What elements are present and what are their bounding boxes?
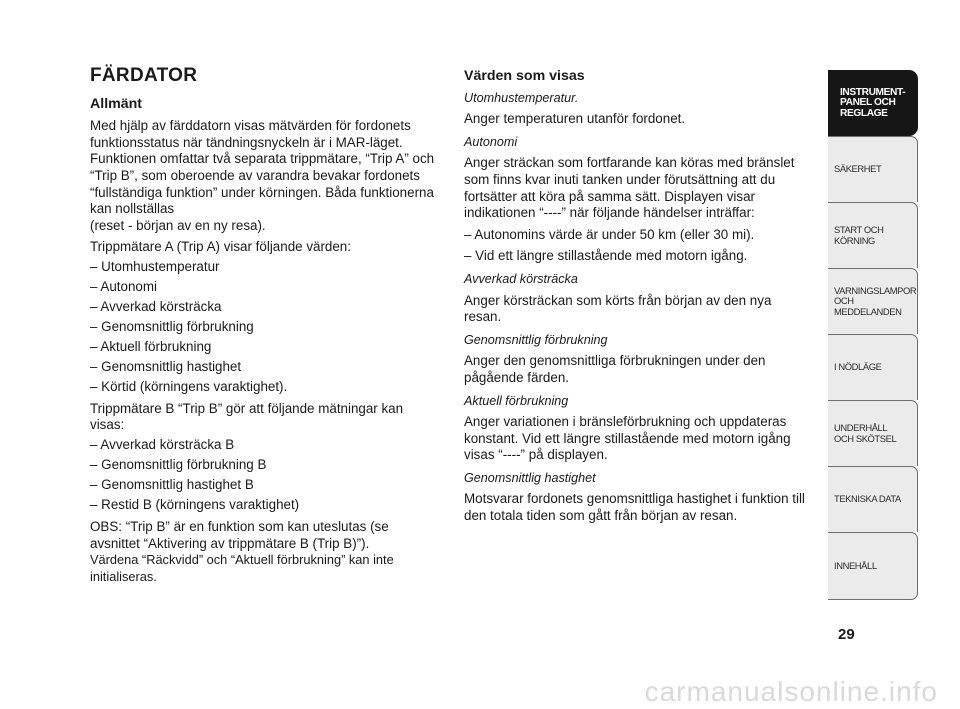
list-item: – Körtid (körningens varaktighet). (90, 379, 288, 395)
tab-starting-driving[interactable] (828, 202, 918, 268)
obs-text: OBS: “Trip B” är en funktion som kan uteslutas (se avsnittet “Aktivering av trippmätare B (Trip B)”). (90, 518, 389, 551)
note-text: Värdena “Räckvidd” och “Aktuell förbrukning” kan inte initialiseras. (90, 552, 394, 584)
tab-instrument-panel[interactable] (828, 70, 918, 136)
list-item: – Utomhustemperatur (90, 259, 220, 275)
tab-label: TEKNISKA DATA (834, 493, 901, 505)
tab-warning-lights[interactable] (828, 268, 918, 334)
tab-label: INNEHÅLL (834, 559, 877, 571)
tab-safety[interactable] (828, 136, 918, 202)
intro-text: Med hjälp av färddatorn visas mätvärden för fordonets funktionsstatus när tändningsnyckeln är i MAR-läget. Funktionen omfattar två separata trippmätare, “Trip A” och “Trip B”, som oberoende av varandra bevakar fordonets “fullständiga funktion” under körningen. Båda funktionerna kan nollställas (90, 118, 435, 217)
paragraph: Anger den genomsnittliga förbrukningen under den pågående färden. (464, 353, 766, 385)
subheading-avg-consumption: Genomsnittlig förbrukning (464, 332, 608, 347)
tab-label: INSTRUMENT- PANEL OCH REGLAGE (840, 86, 906, 119)
tab-technical-data[interactable] (828, 466, 918, 532)
subheading-avg-speed: Genomsnittlig hastighet (464, 470, 596, 485)
list-item: – Avverkad körsträcka B (90, 437, 235, 453)
paragraph: Motsvarar fordonets genomsnittliga hastighet i funktion till den totala tiden som gått från början av resan. (464, 491, 805, 524)
reset-text: (reset - början av en ny resa). (90, 217, 266, 233)
paragraph: – Autonomins värde är under 50 km (eller 30 mi). (464, 226, 755, 242)
list-item: – Genomsnittlig förbrukning B (90, 457, 267, 473)
right-column (464, 68, 809, 530)
tab-contents[interactable] (828, 532, 918, 600)
trip-a-intro: Trippmätare A (Trip A) visar följande värden: (90, 239, 351, 255)
tab-label: UNDERHÅLL OCH SKÖTSEL (834, 422, 897, 444)
tab-label: SÄKERHET (834, 163, 882, 175)
list-item: – Restid B (körningens varaktighet) (90, 497, 300, 513)
chapter-tabs (828, 70, 918, 600)
list-item: – Autonomi (90, 279, 157, 295)
watermark: carmanualsonline.info (0, 674, 960, 709)
subheading-outdoor-temp: Utomhustemperatur. (464, 90, 579, 105)
paragraph: – Vid ett längre stillastående med motorn igång. (464, 248, 748, 264)
tab-maintenance[interactable] (828, 400, 918, 466)
subheading-distance: Avverkad körsträcka (464, 271, 578, 286)
trip-a-list (90, 259, 440, 396)
page-title: FÄRDATOR (90, 65, 198, 86)
list-item: – Genomsnittlig förbrukning (90, 319, 254, 335)
paragraph: Anger variationen i bränsleförbrukning och uppdateras konstant. Vid ett längre stillastående med motorn igång visas “----” på displayen. (464, 414, 791, 463)
intro-paragraph (90, 118, 440, 234)
tab-label: VARNINGSLAMPOR OCH MEDDELANDEN (834, 284, 917, 317)
paragraph: Anger sträckan som fortfarande kan köras med bränslet som finns kvar inuti tanken under förutsättning att du fortsätter att köra på samma sätt. Displayen visar indikationen “----” när följande händelser inträffar: (464, 155, 795, 221)
obs-paragraph (90, 519, 440, 585)
trip-b-list (90, 437, 440, 514)
paragraph: Anger temperaturen utanför fordonet. (464, 111, 686, 127)
page-number: 29 (838, 626, 855, 643)
section-heading-general: Allmänt (90, 95, 143, 112)
subheading-current-consumption: Aktuell förbrukning (464, 393, 569, 408)
list-item: – Genomsnittlig hastighet B (90, 477, 254, 493)
trip-b-intro: Trippmätare B “Trip B” gör att följande mätningar kan visas: (90, 400, 404, 433)
paragraph: Anger körsträckan som körts från början av den nya resan. (464, 292, 772, 325)
section-heading-values: Värden som visas (464, 68, 585, 84)
tab-label: START OCH KÖRNING (834, 224, 884, 246)
list-item: – Avverkad körsträcka (90, 299, 222, 315)
list-item: – Genomsnittlig hastighet (90, 359, 242, 375)
subheading-range: Autonomi (464, 134, 518, 149)
list-item: – Aktuell förbrukning (90, 339, 212, 355)
tab-emergency[interactable] (828, 334, 918, 400)
left-column (90, 65, 440, 585)
tab-label: I NÖDLÄGE (834, 361, 882, 373)
